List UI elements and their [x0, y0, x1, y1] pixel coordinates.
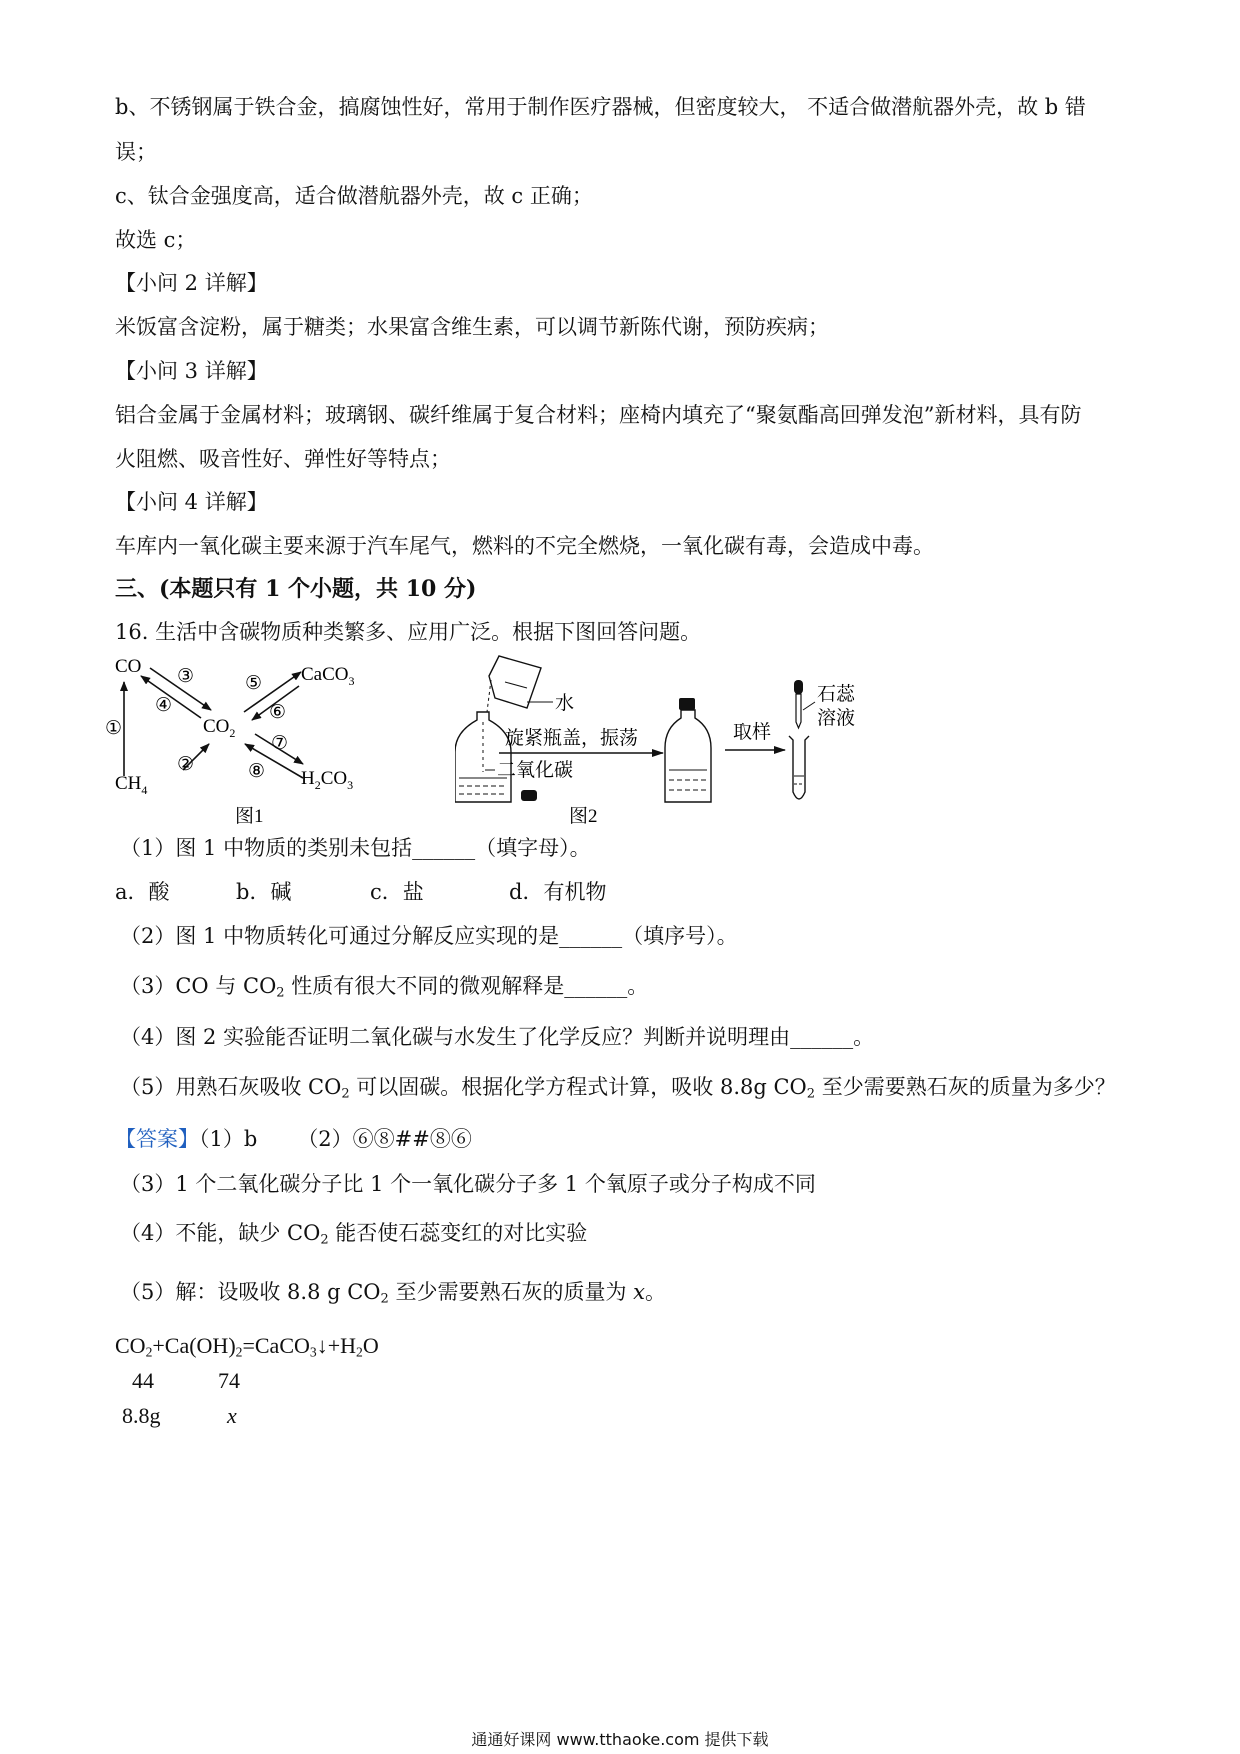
- figure-1-caption: 图1: [235, 806, 264, 827]
- beaker-icon: [487, 656, 541, 712]
- label-step-5: ⑤: [245, 673, 263, 694]
- option-c: c．盐: [370, 880, 424, 904]
- label-litmus: 石蕊: [817, 684, 856, 705]
- answer-tag: 【答案】: [115, 1127, 199, 1151]
- test-tube-icon: [789, 736, 809, 799]
- figure-2-caption: 图2: [569, 806, 598, 827]
- answer-5: （5）解：设吸收 8.8 g $CO_2$ 至少需要熟石灰的质量为 x。: [120, 1280, 666, 1307]
- label-step-7: ⑦: [271, 733, 289, 754]
- question-3: （3）CO 与 $CO_2$ 性质有很大不同的微观解释是______。: [120, 974, 649, 1001]
- chemical-equation: $CO_2+Ca(OH)_2=CaCO_3↓+H_2O$: [115, 1333, 379, 1360]
- heading-subquestion-2: 【小问 2 详解】: [115, 271, 268, 295]
- paragraph-materials: 铝合金属于金属材料；玻璃钢、碳纤维属于复合材料；座椅内填充了“聚氨酯高回弹发泡”新材料，具有防: [115, 403, 1082, 427]
- label-step-shake: 旋紧瓶盖，振荡: [505, 728, 639, 749]
- figure-1-carbon-conversion: [105, 652, 425, 827]
- answer-2: （2）⑥⑧##⑧⑥: [297, 1127, 472, 1151]
- question-5: （5）用熟石灰吸收 $CO_2$ 可以固碳。根据化学方程式计算，吸收 8.8g $CO_2$ 至少需要熟石灰的质量为多少？: [120, 1075, 1116, 1102]
- molar-mass-co2: 44: [132, 1368, 154, 1393]
- label-step-sample: 取样: [733, 722, 772, 743]
- question-2: （2）图 1 中物质转化可通过分解反应实现的是______（填序号）。: [120, 924, 738, 948]
- question-1: （1）图 1 中物质的类别未包括______（填字母）。: [120, 836, 591, 860]
- label-step-8: ⑧: [248, 761, 266, 782]
- label-step-3: ③: [177, 666, 195, 687]
- label-step-4: ④: [155, 695, 173, 716]
- dropper-icon: [794, 680, 803, 728]
- heading-subquestion-4: 【小问 4 详解】: [115, 490, 268, 514]
- bottle-cap-icon: [521, 790, 537, 801]
- option-d: d．有机物: [509, 880, 607, 904]
- label-solution: 溶液: [817, 708, 856, 729]
- label-step-2: ②: [177, 754, 195, 775]
- answer-line-1: [115, 1129, 472, 1150]
- option-a: a．酸: [115, 880, 170, 904]
- answer-4: （4）不能，缺少 $CO_2$ 能否使石蕊变红的对比实验: [120, 1221, 588, 1248]
- page-footer: 通通好课网 www.tthaoke.com 提供下载: [471, 1730, 769, 1749]
- mass-unknown-x: x: [227, 1403, 237, 1428]
- leader-line-litmus: [803, 702, 815, 710]
- question-4: （4）图 2 实验能否证明二氧化碳与水发生了化学反应？判断并说明理由______。: [120, 1025, 875, 1049]
- molar-mass-caoh2: 74: [218, 1368, 240, 1393]
- label-water: 水: [555, 693, 575, 714]
- answer-3: （3）1 个二氧化碳分子比 1 个一氧化碳分子多 1 个氧原子或分子构成不同: [120, 1172, 816, 1196]
- heading-subquestion-3: 【小问 3 详解】: [115, 359, 268, 383]
- label-step-6: ⑥: [269, 702, 287, 723]
- bottle-icon-open: [455, 712, 511, 802]
- paragraph-materials-cont: 火阻燃、吸音性好、弹性好等特点；: [115, 447, 451, 471]
- label-co: CO: [115, 656, 142, 677]
- section-title: 三、(本题只有 1 个小题，共 10 分): [115, 576, 477, 602]
- label-h2co3: $H_2CO_3$: [301, 768, 354, 792]
- paragraph-stainless-steel: b、不锈钢属于铁合金，搞腐蚀性好，常用于制作医疗器械，但密度较大， 不适合做潜航器外壳，故 b 错: [115, 95, 1086, 119]
- mass-co2: 8.8g: [122, 1403, 161, 1428]
- paragraph-rice-fruit: 米饭富含淀粉，属于糖类；水果富含维生素，可以调节新陈代谢，预防疾病；: [115, 315, 829, 339]
- paragraph-titanium-alloy: c、钛合金强度高，适合做潜航器外壳，故 c 正确；: [115, 184, 593, 208]
- label-co2: $CO_2$: [203, 716, 236, 740]
- question-stem: 16. 生活中含碳物质种类繁多、应用广泛。根据下图回答问题。: [115, 620, 702, 644]
- answer-1: （1）b: [199, 1127, 258, 1151]
- label-caco3: CaCO$_3$: [301, 664, 355, 688]
- label-step-1: ①: [105, 718, 123, 739]
- figure-2-experiment: [455, 652, 935, 827]
- paragraph-choice: 故选 c；: [115, 228, 197, 252]
- label-carbon-dioxide: 二氧化碳: [497, 760, 574, 781]
- label-ch4: $CH_4$: [115, 773, 148, 797]
- option-b: b．碱: [236, 880, 292, 904]
- bottle-icon-capped: [665, 698, 711, 802]
- paragraph-carbon-monoxide: 车库内一氧化碳主要来源于汽车尾气，燃料的不完全燃烧，一氧化碳有毒，会造成中毒。: [115, 534, 934, 558]
- paragraph-stainless-steel-cont: 误；: [115, 140, 157, 164]
